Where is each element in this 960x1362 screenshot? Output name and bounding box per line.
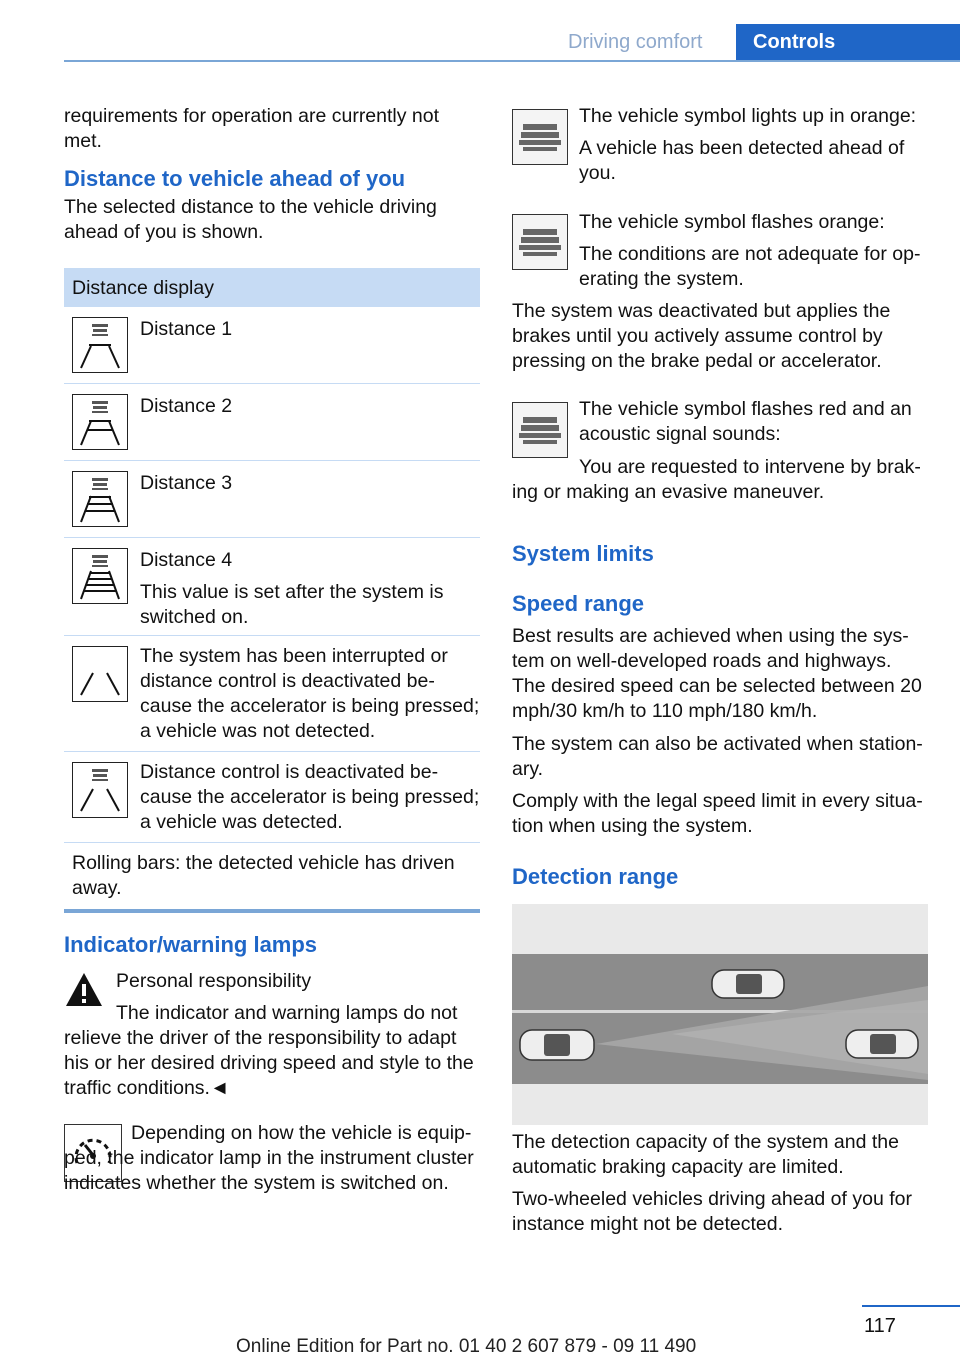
no-vehicle-icon [72, 646, 128, 702]
warning-text: The indicator and warning lamps do not relieve the driver of the responsibility to adapt his or her desired driving speed and style to the traffic conditions.◄ [64, 1002, 474, 1099]
table-row-deactivated [64, 752, 480, 843]
symbol-flash-text: The vehicle symbol flashes orange: [579, 211, 885, 233]
rolling-bars-text: Rolling bars: the detected vehicle has driven away. [72, 852, 455, 899]
row-text: Distance 2 [140, 395, 233, 417]
row-text: Distance control is deactivated be-cause the accelerator is being pressed; a vehicle was detected. [140, 761, 480, 833]
two-wheeled-text: Two-wheeled vehicles driving ahead of you for instance might not be detected. [512, 1188, 912, 1235]
table-row-distance-1 [64, 307, 480, 384]
table-bottom-rule [64, 909, 480, 913]
speed-range-text: Best results are achieved when using the sys-tem on well-developed roads and highways. The desired speed can be selected between 20 mph/30 km/h to 110 mph/180 km/h. [512, 625, 922, 722]
distance-1-icon [72, 317, 128, 373]
table-row-distance-3 [64, 461, 480, 538]
tab-controls-label: Controls [753, 31, 836, 53]
header-rule [64, 60, 960, 62]
table-row-distance-2 [64, 384, 480, 461]
speed-range-heading: Speed range [512, 591, 645, 616]
table-header [64, 268, 480, 307]
vehicle-flash-red-icon [512, 402, 568, 458]
detection-range-illustration [512, 904, 928, 1125]
symbol-orange-text: The vehicle symbol lights up in orange: [579, 105, 917, 127]
detection-capacity-text: The detection capacity of the system and the automatic braking capacity are limited. [512, 1131, 899, 1178]
page-number: 117 [864, 1315, 896, 1337]
table-header-label: Distance display [72, 277, 214, 299]
row-text: The system has been interrupted or distance control is deactivated be-cause the accelerator is being pressed; a vehicle was not detected. [140, 645, 480, 742]
detection-range-heading: Detection range [512, 864, 679, 889]
system-limits-heading: System limits [512, 541, 654, 566]
distance-4-icon [72, 548, 128, 604]
lamps-heading: Indicator/warning lamps [64, 932, 318, 957]
tab-controls [736, 24, 960, 61]
symbol-flash-detail: The conditions are not adequate for op-erating the system. [579, 243, 921, 290]
vehicle-orange-icon [512, 109, 568, 165]
speed-limit-text: Comply with the legal speed limit in every situa-tion when using the system. [512, 790, 923, 837]
distance-table [64, 268, 480, 913]
deactivated-text: The system was deactivated but applies the brakes until you actively assume control by pressing on the brake pedal or accelerator. [512, 300, 891, 372]
row-text: Distance 1 [140, 318, 233, 340]
row-text: Distance 4 [140, 549, 233, 571]
symbol-red-text: The vehicle symbol flashes red and an acoustic signal sounds: [579, 398, 912, 445]
table-row-distance-4 [64, 538, 480, 636]
rolling-bars-row [64, 843, 480, 909]
section-title: Driving comfort [568, 31, 703, 53]
warning-title: Personal responsibility [116, 970, 312, 992]
row-text: Distance 3 [140, 472, 233, 494]
edition-footer: Online Edition for Part no. 01 40 2 607 879 - 09 11 490 [236, 1336, 697, 1357]
stationary-text: The system can also be activated when station-ary. [512, 733, 923, 780]
vehicle-detected-icon [72, 762, 128, 818]
symbol-orange-detail: A vehicle has been detected ahead of you. [579, 137, 905, 184]
intro-text: requirements for operation are currently not met. [64, 105, 440, 152]
distance-2-icon [72, 394, 128, 450]
table-row-interrupted [64, 636, 480, 752]
vehicle-flash-orange-icon [512, 214, 568, 270]
distance-heading: Distance to vehicle ahead of you [64, 166, 406, 191]
symbol-red-detail: You are requested to intervene by brak-ing or making an evasive maneuver. [512, 456, 921, 503]
equipment-text: Depending on how the vehicle is equip-ped, the indicator lamp in the instrument cluster indicates whether the system is switched on. [64, 1122, 474, 1194]
left-column-intro [64, 104, 480, 245]
distance-3-icon [72, 471, 128, 527]
distance-text: The selected distance to the vehicle driving ahead of you is shown. [64, 196, 437, 243]
footer-rule [862, 1305, 960, 1307]
row-text: This value is set after the system is switched on. [140, 581, 444, 628]
